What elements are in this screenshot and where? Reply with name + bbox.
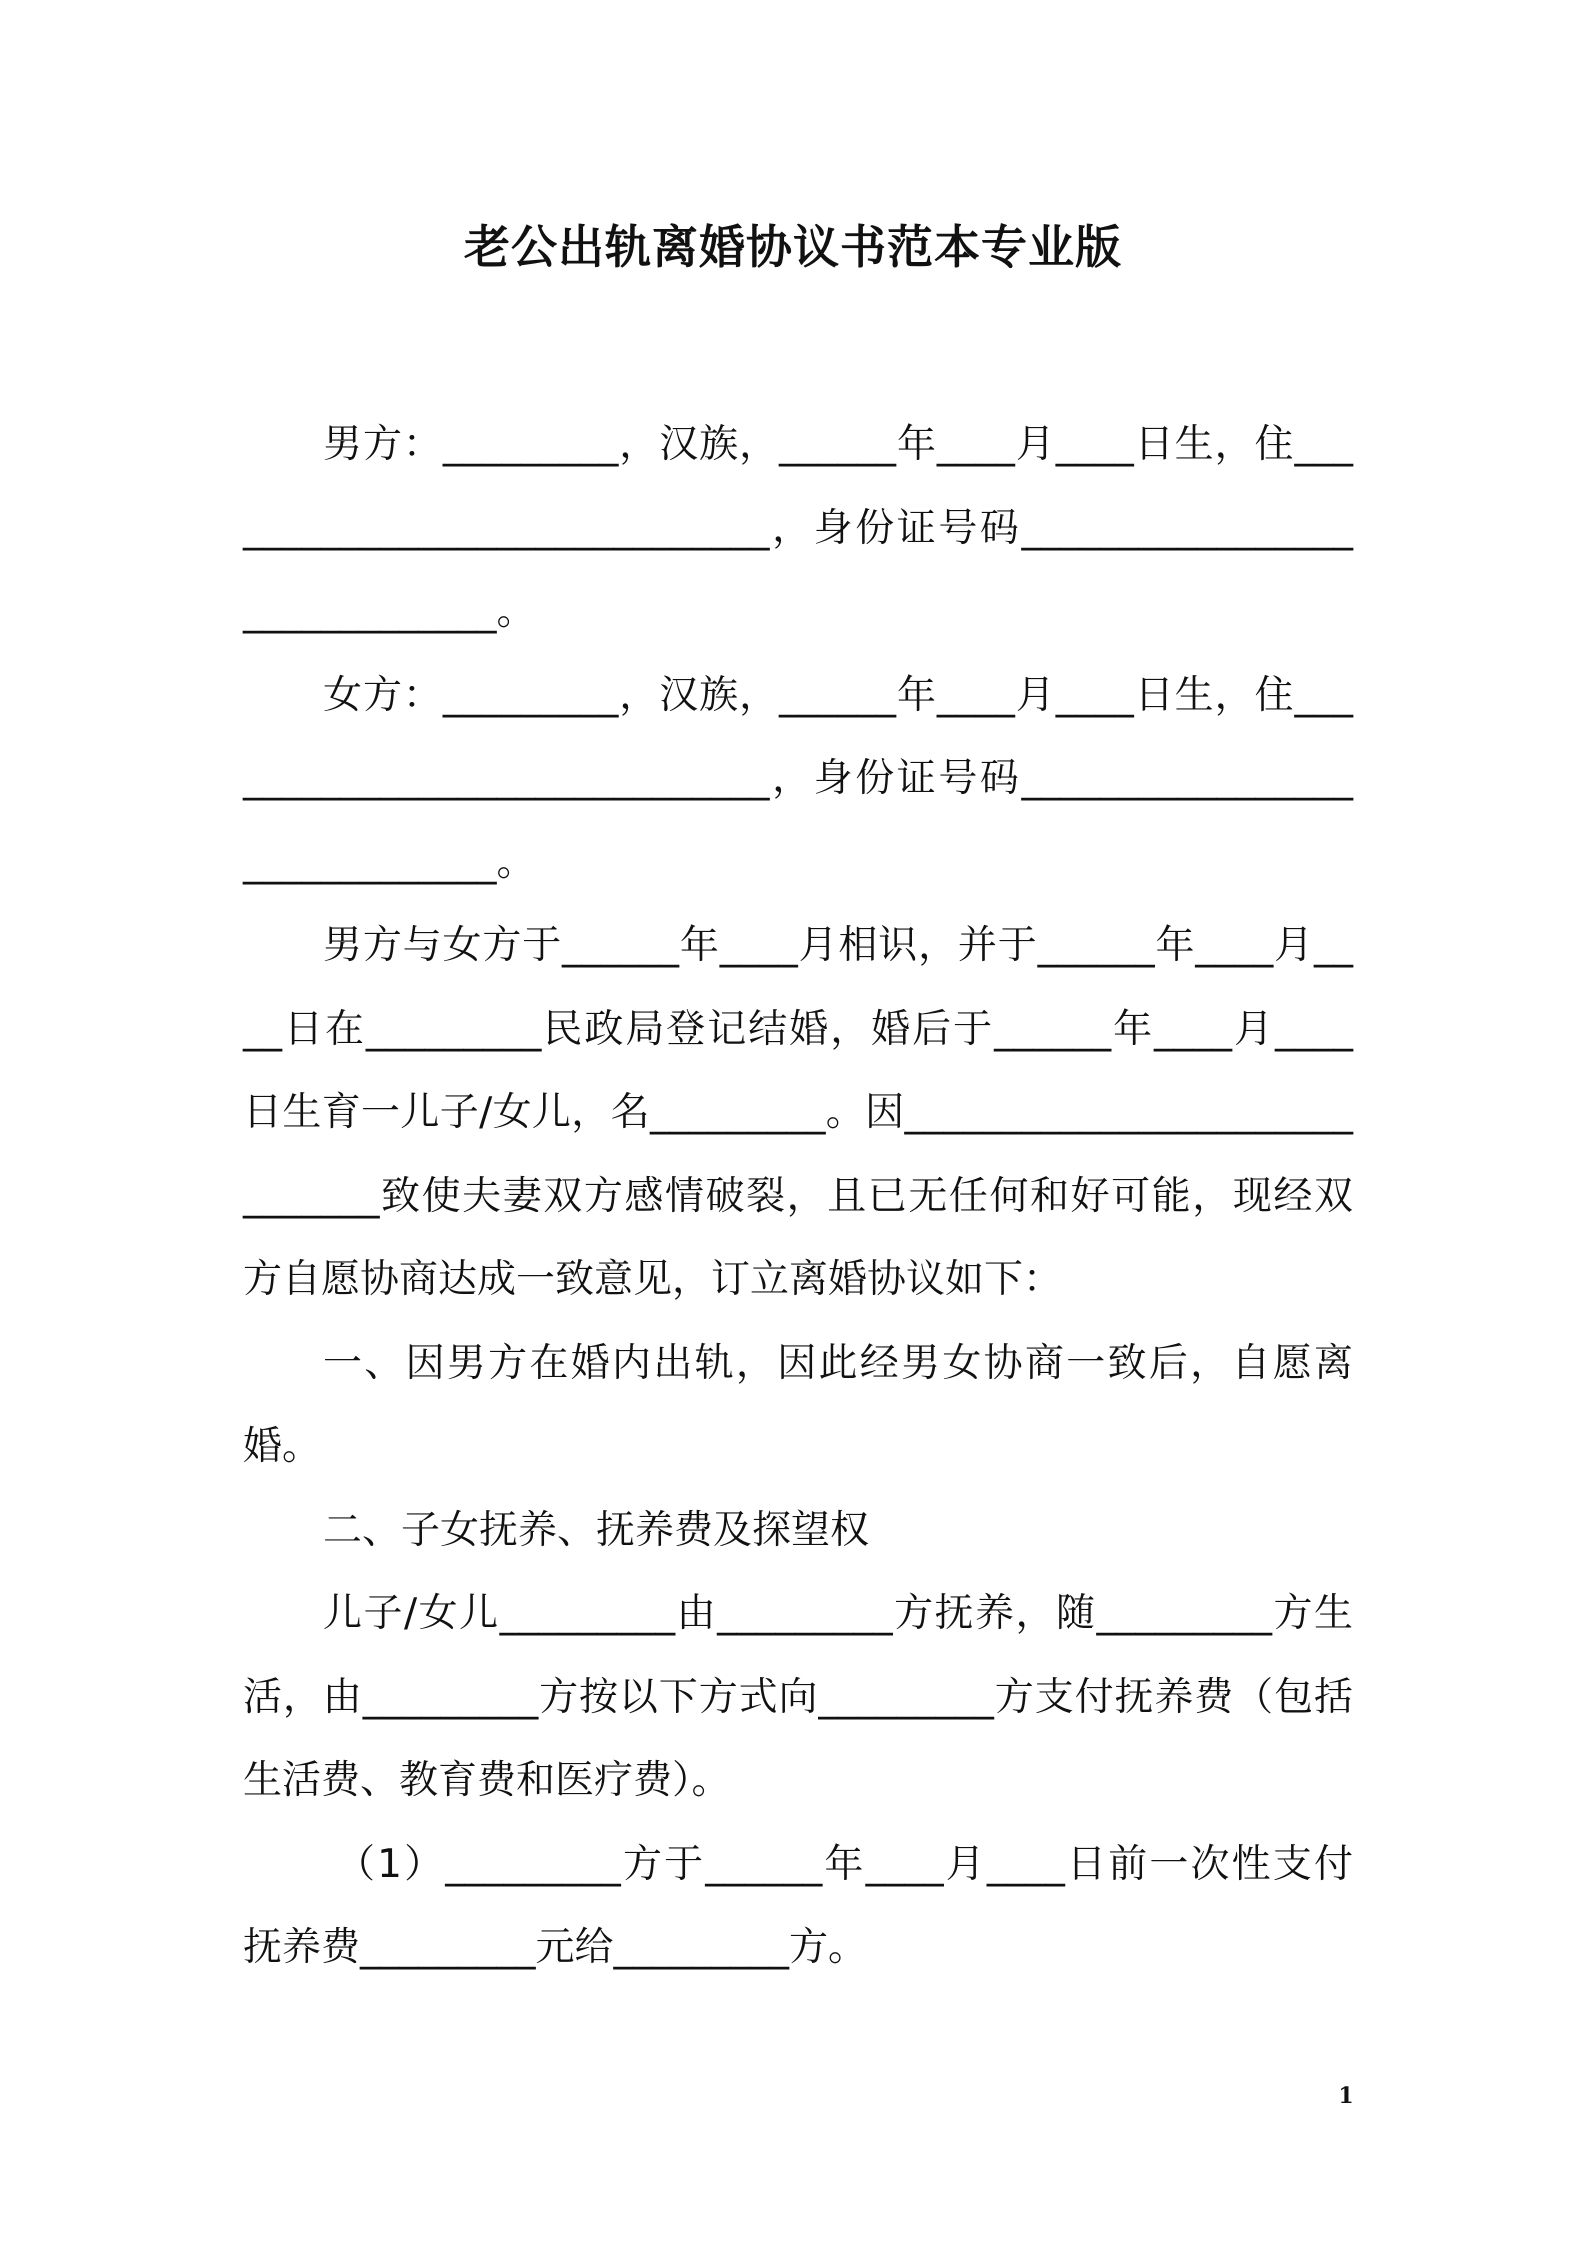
clause-1-divorce: 一、因男方在婚内出轨，因此经男女协商一致后，自愿离婚。 — [243, 1340, 1353, 1469]
paragraph-marriage-history: 男方与女方于______年____月相识，并于______年____月____日在_________民政局登记结婚，婚后于______年____月____日生育一儿子/女儿，名_________。因______________________________致使夫妻双方感情破裂，且已无任何和好可能，现经双方自愿协商达成一致意见，订立离婚协议如下： — [243, 923, 1353, 1302]
document-body — [243, 403, 1353, 1990]
clause-2-item-1: （1）_________方于______年____月____日前一次性支付抚养费_________元给_________方。 — [243, 1841, 1353, 1970]
document-title: 老公出轨离婚协议书范本专业版 — [464, 220, 1122, 274]
clause-2-heading: 二、子女抚养、抚养费及探望权 — [323, 1507, 870, 1553]
clause-2-custody: 儿子/女儿_________由_________方抚养，随_________方生活，由_________方按以下方式向_________方支付抚养费（包括生活费、教育费和医疗费）。 — [243, 1591, 1353, 1803]
paragraph-female-party: 女方：_________，汉族，______年____月____日生，住______________________________，身份证号码______________________________。 — [243, 672, 1353, 885]
page-number: 1 — [1338, 2083, 1354, 2109]
paragraph-male-party: 男方：_________，汉族，______年____月____日生，住______________________________，身份证号码______________________________。 — [243, 422, 1353, 634]
